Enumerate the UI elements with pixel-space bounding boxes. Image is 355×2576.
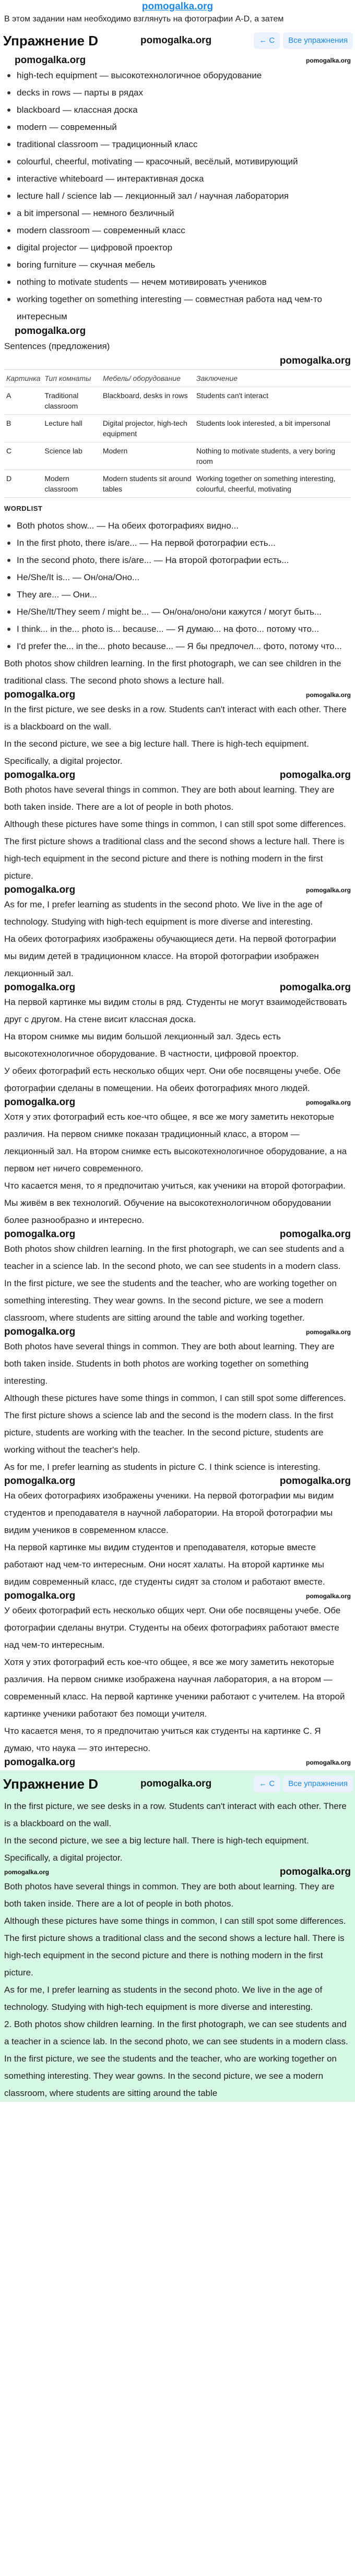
watermark: pomogalka.org [279, 1866, 351, 1877]
answer-paragraph: In the first picture, we see the students and the teacher, who are working together on something interesting. They wear gowns. In the second picture, we see a modern classroom, where students are sitting around the table and working together. [4, 1278, 337, 1323]
table-cell: Nothing to motivate students, a very boring room [194, 442, 351, 470]
answer-paragraph: У обеих фотографий есть несколько общих черт. Они обе посвящены учебе. Обе фотографии сделаны внутри. Студенты на обеих фотографиях работают вместе над чем-то интересным. [4, 1605, 341, 1650]
watermark-row [0, 1229, 355, 1240]
answer-paragraph: Although these pictures have some things in common, I can still spot some differences. The first picture shows a traditional class and the second shows a lecture hall. There is high-tech equipment in the second picture and there is nothing modern in the first picture. [4, 819, 346, 881]
watermark-row [0, 1476, 355, 1487]
watermark: pomogalka.org [305, 886, 351, 894]
table-cell: Working together on something interesting, colourful, cheerful, motivating [194, 470, 351, 498]
list-item: high-tech equipment — высокотехнологичное оборудование [4, 67, 351, 84]
watermark: pomogalka.org [4, 1590, 76, 1601]
watermark: pomogalka.org [305, 1099, 351, 1106]
answer-paragraph: In the second picture, we see a big lecture hall. There is high-tech equipment. Specifically, a digital projector. [4, 739, 309, 766]
watermark: pomogalka.org [4, 1476, 76, 1487]
watermark-row [0, 1097, 355, 1108]
answer-paragraph: Although these pictures have some things in common, I can still spot some differences. The first picture shows a science lab and the second is the modern class. In the first picture, students are working with the teacher. In the second picture, students are working without the teacher's help. [4, 1393, 346, 1455]
table-cell: Modern classroom [42, 470, 100, 498]
list-item: digital projector — цифровой проектор [4, 239, 351, 256]
watermark: pomogalka.org [15, 326, 86, 337]
list-item: working together on something interesting — совместная работа над чем-то интересным [4, 291, 351, 325]
watermark-row [0, 325, 355, 338]
watermark: pomogalka.org [279, 1476, 351, 1487]
list-item: traditional classroom — традиционный класс [4, 136, 351, 153]
table-cell: Science lab [42, 442, 100, 470]
list-item: nothing to motivate students — нечем мотивировать учеников [4, 273, 351, 291]
watermark: pomogalka.org [279, 1229, 351, 1240]
exercise-header [0, 27, 355, 54]
exercise-nav [254, 1776, 355, 1792]
list-item: interactive whiteboard — интерактивная доска [4, 170, 351, 187]
answer-preview [0, 1798, 355, 2102]
watermark-row [0, 770, 355, 781]
table-header-cell: Заключение [194, 370, 351, 387]
watermark-row [0, 1326, 355, 1338]
answer-paragraph: In the second picture, we see a big lecture hall. There is high-tech equipment. Specifically, a digital projector. [4, 1836, 309, 1863]
table-row [4, 387, 351, 415]
watermark-row [0, 982, 355, 993]
all-exercises-button[interactable]: Все упражнения [283, 1776, 353, 1792]
table-header-cell: Тип комнаты [42, 370, 100, 387]
sentences-label: Sentences (предложения) [4, 341, 110, 351]
answer-paragraph: Both photos have several things in common. They are both about learning. They are both taken inside. Students in both photos are working together on something interesting. [4, 1341, 335, 1386]
watermark: pomogalka.org [4, 770, 76, 781]
phrase-list [0, 517, 355, 655]
exercise-title: Упражнение D [3, 1776, 98, 1792]
list-item: He/She/It/They seem / might be... — Он/она/оно/они кажутся / могут быть... [4, 603, 351, 620]
list-item: They are... — Они... [4, 586, 351, 603]
table-cell: Digital projector, high-tech equipment [101, 415, 194, 442]
answer-paragraph: As for me, I prefer learning as students in the second photo. We live in the age of technology. Studying with high-tech equipment is more diverse and interesting. [4, 900, 323, 927]
answer-paragraph: Both photos show children learning. In the first photograph, we can see students and a teacher in a science lab. In the second photo, we can see students in a modern class. [4, 1244, 345, 1271]
watermark: pomogalka.org [305, 1592, 351, 1600]
table-header-cell: Картинка [4, 370, 42, 387]
watermark: pomogalka.org [4, 1326, 76, 1337]
watermark: pomogalka.org [4, 884, 76, 895]
prev-exercise-button[interactable]: ← С [254, 32, 280, 49]
watermark: pomogalka.org [305, 57, 351, 64]
prev-exercise-button[interactable]: ← С [254, 1776, 280, 1792]
table-cell: Students can't interact [194, 387, 351, 415]
list-item: In the first photo, there is/are... — На первой фотографии есть... [4, 534, 351, 552]
list-item: lecture hall / science lab — лекционный зал / научная лаборатория [4, 187, 351, 205]
watermark: pomogalka.org [140, 35, 212, 46]
answer-paragraph: Both photos have several things in common. They are both about learning. They are both taken inside. There are a lot of people in both photos. [4, 1882, 335, 1909]
answer-paragraph: На обеих фотографиях изображены ученики. На первой фотографии мы видим студентов и преподавателя в научной лаборатории. На второй фотографии мы видим учеников в современном классе. [4, 1491, 334, 1535]
comparison-table [4, 369, 351, 498]
table-row [4, 442, 351, 470]
list-item: In the second photo, there is/are... — На второй фотографии есть... [4, 552, 351, 569]
answer-paragraph: На втором снимке мы видим большой лекционный зал. Здесь есть высокотехнологичное оборудование. В частности, цифровой проектор. [4, 1032, 299, 1059]
table-cell: A [4, 387, 42, 415]
list-item: blackboard — классная доска [4, 101, 351, 118]
watermark: pomogalka.org [305, 691, 351, 699]
watermark: pomogalka.org [140, 1778, 212, 1789]
watermark: pomogalka.org [279, 982, 351, 993]
wordlist-caption: WORDLIST [4, 505, 43, 512]
watermark-row [0, 1866, 355, 1878]
list-item: Both photos show... — На обеих фотографиях видно... [4, 517, 351, 534]
table-row [4, 470, 351, 498]
table-cell: Students look interested, a bit impersonal [194, 415, 351, 442]
list-item: I'd prefer the... in the... photo because... — Я бы предпочел... фото, потому что... [4, 638, 351, 655]
list-item: decks in rows — парты в рядах [4, 84, 351, 101]
answer-paragraph: Although these pictures have some things in common, I can still spot some differences. The first picture shows a traditional class and the second shows a lecture hall. There is high-tech equipment in the second picture and there is nothing modern in the first picture. [4, 1916, 346, 1978]
table-header-row [4, 370, 351, 387]
exercise-header-repeat [0, 1770, 355, 1798]
site-brand-link[interactable]: pomogalka.org [141, 1, 214, 12]
table-cell: D [4, 470, 42, 498]
watermark: pomogalka.org [279, 355, 351, 366]
watermark-row [0, 1590, 355, 1602]
watermark: pomogalka.org [4, 1229, 76, 1240]
watermark: pomogalka.org [305, 1328, 351, 1336]
answer-paragraph: На первой картинке мы видим столы в ряд. Студенты не могут взаимодействовать друг с другом. На стене висит классная доска. [4, 997, 347, 1024]
watermark-row [0, 884, 355, 896]
answer-paragraph: Both photos have several things in common. They are both about learning. They are both taken inside. There are a lot of people in both photos. [4, 785, 335, 812]
answer-paragraph: As for me, I prefer learning as students in picture C. I think science is interesting. [4, 1462, 321, 1472]
table-cell: Modern students sit around tables [101, 470, 194, 498]
answer-paragraph: Хотя у этих фотографий есть кое-что общее, я все же могу заметить некоторые различия. На первом снимке изображена научная лаборатория, а на втором — современный класс. На первой картинке ученики работают с учителем. На второй картинке ученики работают без помощи учителя. [4, 1657, 345, 1719]
watermark: pomogalka.org [4, 1097, 76, 1108]
answer-paragraph: Что касается меня, то я предпочитаю учиться как студенты на картинке C. Я думаю, что наука — это интересно. [4, 1726, 321, 1753]
answer-paragraph: In the first picture, we see the students and the teacher, who are working together on something interesting. They wear gowns. In the second picture, we see a modern classroom, where students are sitting around the table [4, 2054, 337, 2098]
answer-paragraph: Что касается меня, то я предпочитаю учиться, как ученики на второй фотографии. Мы живём в век технологий. Обучение на высокотехнологичном оборудовании более разнообразно и интересно. [4, 1181, 346, 1225]
answer-paragraph: As for me, I prefer learning as students in the second photo. We live in the age of technology. Studying with high-tech equipment is more diverse and interesting. [4, 1985, 323, 2012]
watermark: pomogalka.org [15, 55, 86, 66]
watermark-row [0, 54, 355, 67]
answer-paragraph: 2. Both photos show children learning. In the first photograph, we can see students and a teacher in a science lab. In the second photo, we can see students in a modern class. [4, 2019, 348, 2046]
watermark: pomogalka.org [305, 1759, 351, 1766]
answer-paragraph: На первой картинке мы видим студентов и преподавателя, которые вместе работают над чем-то интересным. Они носят халаты. На второй картинке мы видим современный класс, где студенты сидят за столом и работают вместе. [4, 1542, 325, 1587]
table-cell: Modern [101, 442, 194, 470]
watermark: pomogalka.org [279, 770, 351, 781]
list-item: I think... in the... photo is... because... — Я думаю... на фото... потому что... [4, 620, 351, 638]
watermark-row [0, 1757, 355, 1768]
list-item: a bit impersonal — немного безличный [4, 205, 351, 222]
all-exercises-button[interactable]: Все упражнения [283, 32, 353, 49]
exercise-title: Упражнение D [3, 32, 98, 49]
table-cell: Traditional classroom [42, 387, 100, 415]
table-cell: Blackboard, desks in rows [101, 387, 194, 415]
list-item: boring furniture — скучная мебель [4, 256, 351, 273]
intro-text: В этом задании нам необходимо взглянуть на фотографии A-D, а затем [4, 15, 284, 23]
list-item: modern classroom — современный класс [4, 222, 351, 239]
answer-paragraph: Хотя у этих фотографий есть кое-что общее, я все же могу заметить некоторые различия. На первом снимке показан традиционный класс, а втором — лекционный зал. На втором снимке есть высокотехнологичное оборудование, а на первом нет ничего современного. [4, 1112, 347, 1173]
table-cell: Lecture hall [42, 415, 100, 442]
list-item: He/She/It is... — Он/она/Оно... [4, 569, 351, 586]
exercise-nav [254, 32, 355, 49]
table-cell: B [4, 415, 42, 442]
watermark: pomogalka.org [4, 1757, 76, 1768]
table-header-cell: Мебель/ оборудование [101, 370, 194, 387]
answer-paragraph: In the first picture, we see desks in a row. Students can't interact with each other. There is a blackboard on the wall. [4, 704, 347, 732]
watermark: pomogalka.org [4, 1868, 50, 1876]
answer-paragraph: На обеих фотографиях изображены обучающиеся дети. На первой фотографии мы видим детей в традиционном классе. На второй фотографии изображен лекционный зал. [4, 934, 336, 978]
list-item: modern — современный [4, 118, 351, 136]
table-row [4, 415, 351, 442]
watermark: pomogalka.org [4, 689, 76, 700]
list-item: colourful, cheerful, motivating — красочный, весёлый, мотивирующий [4, 153, 351, 170]
watermark-row [0, 689, 355, 701]
answer-paragraph: У обеих фотографий есть несколько общих черт. Они обе посвящены учебе. Обе фотографии сделаны в помещении. На обеих фотографиях много людей. [4, 1066, 341, 1093]
answer-paragraph: Both photos show children learning. In the first photograph, we can see children in the traditional class. The second photo shows a lecture hall. [4, 658, 341, 686]
watermark-row [0, 355, 355, 367]
watermark: pomogalka.org [4, 982, 76, 993]
table-cell: C [4, 442, 42, 470]
answer-paragraph: In the first picture, we see desks in a row. Students can't interact with each other. There is a blackboard on the wall. [4, 1801, 347, 1828]
word-list [0, 67, 355, 325]
